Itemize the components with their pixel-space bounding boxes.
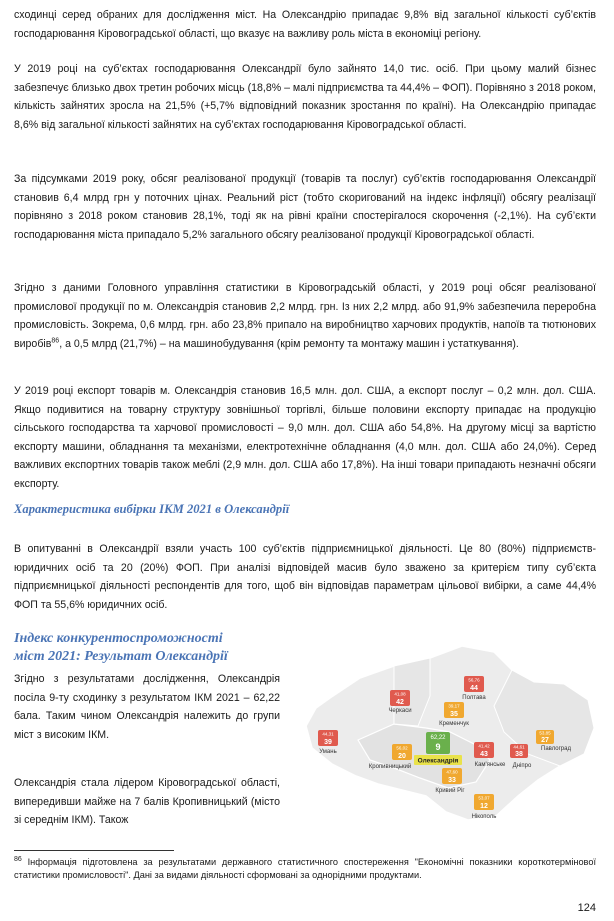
city-rank: 39 — [324, 739, 332, 746]
map-city-cherkasy[interactable] — [388, 690, 411, 714]
footnote-text: Інформація підготовлена за результатами державного статистичного спостереження "Економічні показники короткотермінової статистики промисловості". Дані за видами діяльності сформовані за однорідними продуктами. — [14, 857, 596, 880]
city-rank: 35 — [450, 711, 458, 718]
city-name: Кам'янське — [474, 762, 506, 768]
city-rank: 42 — [396, 699, 404, 706]
footnote — [14, 856, 596, 881]
city-rank: 9 — [435, 742, 441, 752]
city-score: 56,76 — [468, 677, 480, 683]
map-city-poltava[interactable] — [462, 676, 486, 701]
map-city-nikopol[interactable] — [472, 794, 497, 820]
city-score: 62,22 — [430, 735, 446, 741]
city-score: 44,61 — [513, 744, 525, 750]
page-number: 124 — [577, 902, 596, 914]
paragraph-industry-text-a: Згідно з даними Головного управління статистики в Кіровоградській області, у 2019 році обсяг реалізованої промислової продукції по м. Олександрія становив 2,2 млрд. грн. Із них 2,2 млрд. або 91,9% забезпечила переробна промисловість. Зокрема, 0,6 млрд. грн. або 23,8% припало на виробництво харчових продуктів, напоїв та тютюнових виробів — [14, 282, 596, 350]
paragraph-export: У 2019 році експорт товарів м. Олександрія становив 16,5 млн. дол. США, а експорт послуг – 0,2 млн. дол. США. Якщо подивитися на товарну структуру зовнішньої торгівлі, більше половини експорту припадає на продукцію сільського господарства та харчової промисловості – 9,0 млн. дол. США або 54,8%. На другому місці за вартістю експорту машини, обладнання та механізми, електротехнічне обладнання (4,0 млн. дол. США або 24,0%). Серед важливих експортних товарів також меблі (2,9 млн. дол. США або 17,8%). На інші товари припадають незначні обсяги експорту. — [14, 385, 596, 490]
paragraph-industry-text-b: , а 0,5 млрд (21,7%) – на машинобудування (крім ремонту та монтажу машин і устаткування). — [59, 337, 519, 350]
city-score: 44,31 — [322, 731, 334, 737]
paragraph-sample: В опитуванні в Олександрії взяли участь 100 суб’єктів підприємницької діяльності. Це 80 (80%) підприємств-юридичних осіб та 20 (20%) ФОП. При аналізі відповідей масив було зважено за критерієм типу суб’єкта підприємницької діяльності респондентів для того, щоб він відповідав параметрам цільової вибірки, а саме 44,4% ФОП та 55,6% юридичних осіб. — [14, 543, 596, 611]
city-score: 53,07 — [478, 795, 490, 801]
city-rank: 27 — [541, 737, 549, 744]
city-rank: 20 — [398, 753, 406, 760]
city-name: Нікополь — [471, 814, 497, 820]
city-score: 47,60 — [446, 769, 458, 775]
city-score: 41,42 — [478, 743, 490, 749]
city-name: Умань — [319, 749, 337, 755]
city-name: Кривий Ріг — [435, 788, 465, 794]
city-score: 41,08 — [394, 691, 406, 697]
paragraph-industry — [14, 279, 596, 353]
footnote-divider — [14, 850, 174, 851]
city-name: Олександрія — [417, 757, 459, 765]
heading-index-line1-text: Індекс конкурентоспроможності — [14, 631, 223, 646]
map-city-uman[interactable] — [318, 730, 338, 755]
paragraph-enterprises-share: сходинці серед обраних для дослідження міст. На Олександрію припадає 9,8% від загальної кількості суб’єктів господарювання Кіровоградської області, що вказує на важливу роль міста в економіці регіону. — [14, 9, 596, 40]
paragraph-employment: У 2019 році на суб’єктах господарювання Олександрії було зайнято 14,0 тис. осіб. При цьому малий бізнес забезпечує близько двох третин робочих місць (18,8% – малі підприємства та 44,4% – ФОП). Порівняно з 2018 роком, кількість зайнятих зросла на 21,5% (+5,7% відповідний показник зростання по країні). На Олександрію припадає 8,6% від загальної кількості зайнятих на суб’єктах господарювання Кіровоградської області. — [14, 63, 596, 131]
heading-sample: Характеристика вибірки ІКМ 2021 в Олександрії — [14, 502, 290, 516]
heading-index-line2: міст 2021: Результат Олександрії — [14, 649, 228, 664]
city-rank: 38 — [515, 751, 523, 758]
city-name: Черкаси — [388, 708, 412, 714]
region-map — [298, 636, 598, 822]
city-name: Дніпро — [512, 763, 532, 769]
footnote-ref[interactable]: 86 — [51, 337, 60, 345]
city-rank: 33 — [448, 777, 456, 784]
paragraph-sales: За підсумками 2019 року, обсяг реалізованої продукції (товарів та послуг) суб’єктів господарювання Олександрії становив 6,4 млрд грн у поточних цінах. Реальний ріст (тобто скоригований на індекс інфляції) обсягу реалізації порівняно з 2018 роком становив 28,1%, тоді як на рівні країни спостерігалося скорочення (-2,1%). На суб’єкти господарювання міста припадало 5,2% загального обсягу реалізованої продукції Кіровоградської області. — [14, 173, 596, 241]
city-name: Кременчук — [439, 721, 469, 727]
city-score: 53,85 — [539, 730, 551, 736]
city-score: 56,02 — [396, 745, 408, 751]
heading-index — [14, 630, 280, 666]
city-rank: 44 — [470, 685, 478, 692]
city-name: Кропивницький — [368, 764, 412, 770]
paragraph-ranking: Згідно з результатами дослідження, Олександрія посіла 9-ту сходинку з результатом ІКМ 2021 – 62,22 бала. Таким чином Олександрія належить до групи міст з високим ІКМ. — [14, 673, 280, 741]
city-rank: 43 — [480, 751, 488, 758]
heading-index-line1 — [14, 630, 280, 648]
footnote-number: 86 — [14, 855, 22, 863]
city-score: 39,17 — [448, 703, 460, 709]
paragraph-leader: Олександрія стала лідером Кіровоградської області, випередивши майже на 7 балів Кропивницький (місто зі середнім ІКМ). Також — [14, 777, 280, 827]
city-rank: 12 — [480, 803, 488, 810]
city-name: Павлоград — [541, 746, 571, 752]
city-name: Полтава — [462, 695, 486, 701]
